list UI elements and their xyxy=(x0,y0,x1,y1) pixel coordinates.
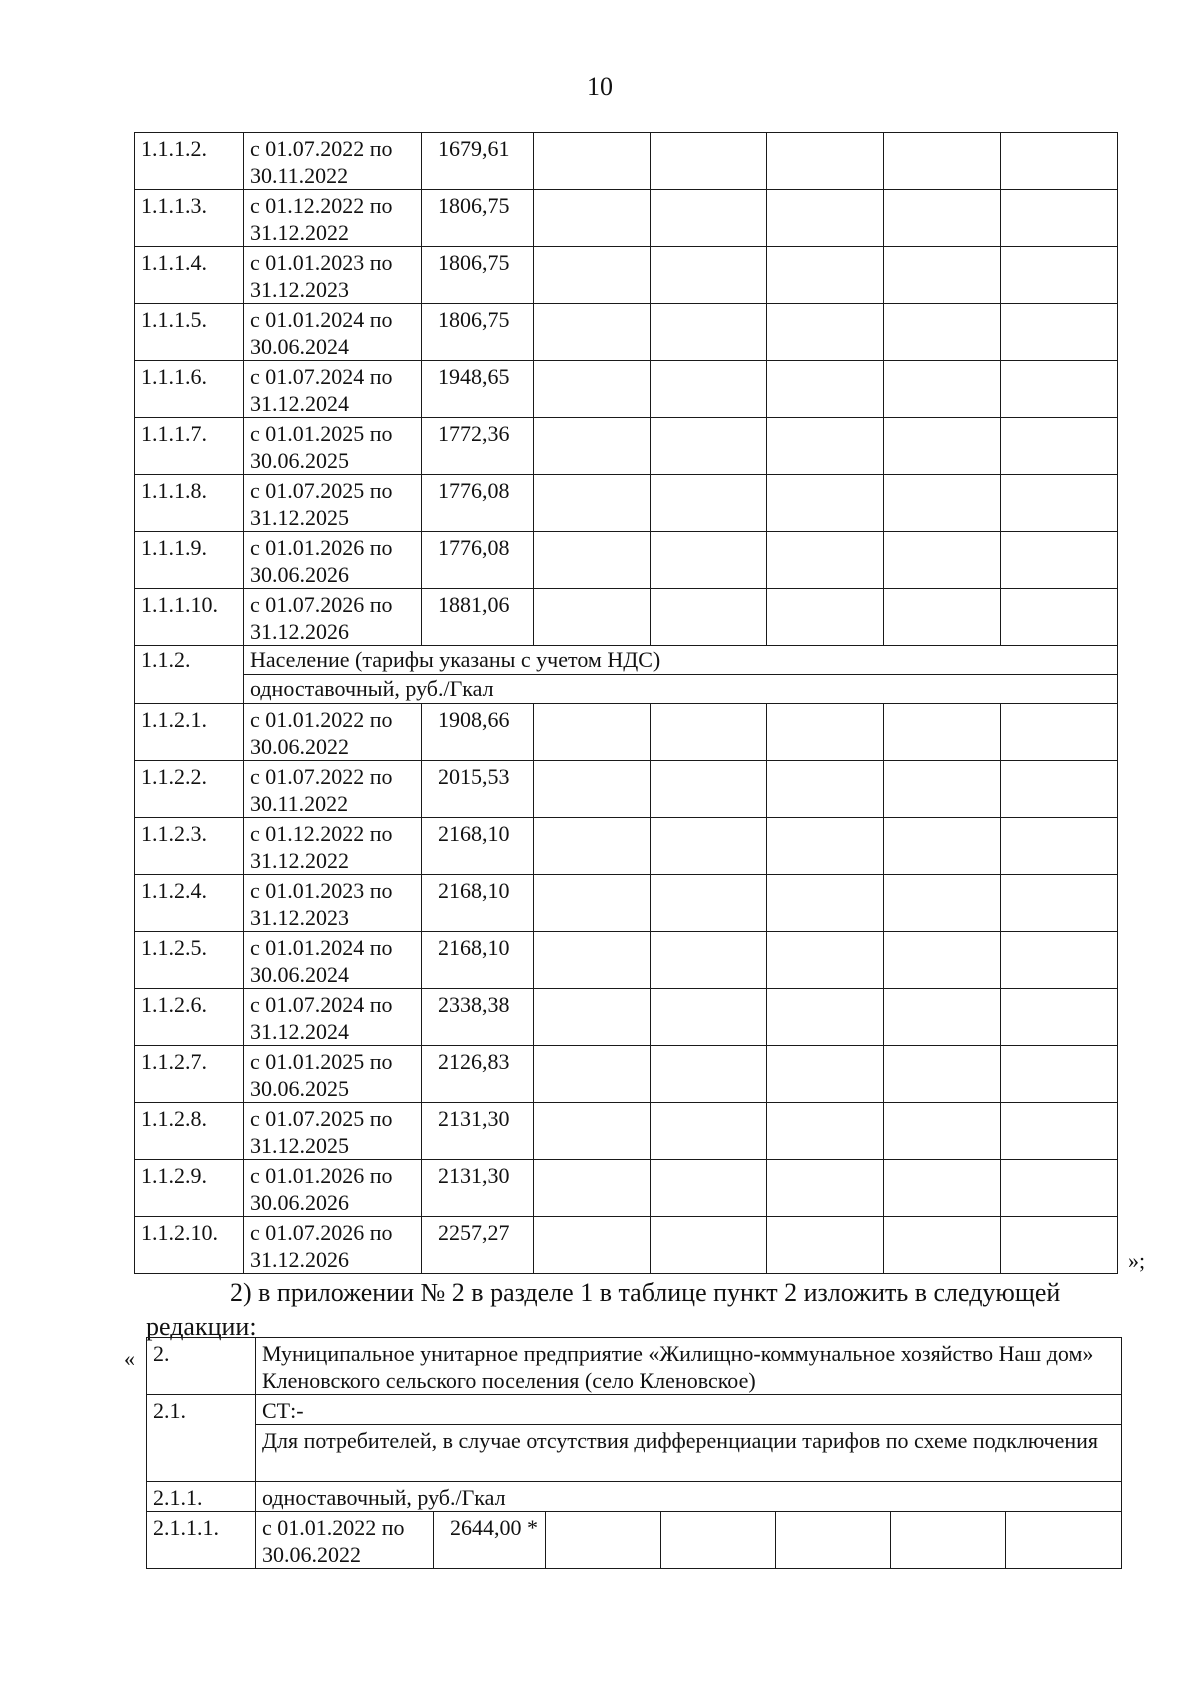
empty-cell xyxy=(651,704,767,761)
tariff-value: 2131,30 xyxy=(422,1103,534,1160)
tariff-value: 1806,75 xyxy=(422,304,534,361)
row-number: 1.1.1.4. xyxy=(135,247,244,304)
row-number: 1.1.2.5. xyxy=(135,932,244,989)
period-cell: с 01.07.2025 по 31.12.2025 xyxy=(244,475,422,532)
table-row xyxy=(135,247,1118,304)
page-number: 10 xyxy=(587,72,613,101)
empty-cell xyxy=(651,475,767,532)
empty-cell xyxy=(1001,304,1118,361)
period-cell: с 01.01.2025 по 30.06.2025 xyxy=(244,418,422,475)
row-number: 2.1.1. xyxy=(147,1482,256,1512)
tariff-value: 1806,75 xyxy=(422,247,534,304)
empty-cell xyxy=(884,1103,1001,1160)
row-number: 1.1.2.2. xyxy=(135,761,244,818)
empty-cell xyxy=(651,932,767,989)
empty-cell xyxy=(651,875,767,932)
period-cell: с 01.01.2023 по 31.12.2023 xyxy=(244,875,422,932)
empty-cell xyxy=(767,532,884,589)
empty-cell xyxy=(1001,133,1118,190)
instruction-paragraph: 2) в приложении № 2 в разделе 1 в таблице пункт 2 изложить в следующей редакции: xyxy=(146,1278,1061,1341)
empty-cell xyxy=(884,190,1001,247)
empty-cell xyxy=(1001,932,1118,989)
table-row xyxy=(147,1512,1122,1569)
closing-quote-mark: »; xyxy=(1128,1248,1146,1273)
empty-cell xyxy=(767,818,884,875)
empty-cell xyxy=(1001,532,1118,589)
empty-cell xyxy=(767,1217,884,1274)
empty-cell xyxy=(651,361,767,418)
empty-cell xyxy=(651,133,767,190)
empty-cell xyxy=(534,875,651,932)
tariff-value: 2168,10 xyxy=(422,818,534,875)
empty-cell xyxy=(767,932,884,989)
row-number: 2.1.1.1. xyxy=(147,1512,256,1569)
empty-cell xyxy=(884,1217,1001,1274)
table-row xyxy=(135,1103,1118,1160)
tariff-value: 2126,83 xyxy=(422,1046,534,1103)
empty-cell xyxy=(884,818,1001,875)
empty-cell xyxy=(884,589,1001,646)
table-row xyxy=(135,818,1118,875)
empty-cell xyxy=(651,1103,767,1160)
table-row xyxy=(135,989,1118,1046)
period-cell: с 01.07.2022 по 30.11.2022 xyxy=(244,761,422,818)
empty-cell xyxy=(1001,361,1118,418)
table-row xyxy=(147,1338,1122,1395)
period-cell: с 01.01.2023 по 31.12.2023 xyxy=(244,247,422,304)
empty-cell xyxy=(767,133,884,190)
empty-cell xyxy=(1001,761,1118,818)
table-row xyxy=(135,418,1118,475)
empty-cell xyxy=(884,361,1001,418)
empty-cell xyxy=(534,1103,651,1160)
row-number: 1.1.2.3. xyxy=(135,818,244,875)
period-cell: с 01.07.2026 по 31.12.2026 xyxy=(244,589,422,646)
table-row xyxy=(135,589,1118,646)
empty-cell xyxy=(651,190,767,247)
period-cell: с 01.07.2024 по 31.12.2024 xyxy=(244,361,422,418)
row-number: 1.1.1.9. xyxy=(135,532,244,589)
empty-cell xyxy=(1001,190,1118,247)
period-cell: с 01.01.2025 по 30.06.2025 xyxy=(244,1046,422,1103)
table-row xyxy=(135,875,1118,932)
row-number: 1.1.2.9. xyxy=(135,1160,244,1217)
empty-cell xyxy=(884,133,1001,190)
empty-cell xyxy=(767,875,884,932)
empty-cell xyxy=(767,475,884,532)
empty-cell xyxy=(767,704,884,761)
table-row xyxy=(135,704,1118,761)
empty-cell xyxy=(661,1512,776,1569)
row-number: 1.1.2.8. xyxy=(135,1103,244,1160)
row-number: 1.1.1.10. xyxy=(135,589,244,646)
period-cell: с 01.01.2022 по 30.06.2022 xyxy=(256,1512,434,1569)
empty-cell xyxy=(534,361,651,418)
empty-cell xyxy=(534,1160,651,1217)
tariff-value: 1772,36 xyxy=(422,418,534,475)
tariff-type: одноставочный, руб./Гкал xyxy=(256,1482,1122,1512)
consumer-category: Для потребителей, в случае отсутствия дифференциации тарифов по схеме подключения xyxy=(256,1425,1122,1482)
empty-cell xyxy=(767,1046,884,1103)
period-cell: с 01.07.2026 по 31.12.2026 xyxy=(244,1217,422,1274)
period-cell: с 01.01.2022 по 30.06.2022 xyxy=(244,704,422,761)
replacement-table xyxy=(146,1337,1122,1569)
empty-cell xyxy=(1001,475,1118,532)
empty-cell xyxy=(651,989,767,1046)
empty-cell xyxy=(651,818,767,875)
empty-cell xyxy=(1001,1160,1118,1217)
empty-cell xyxy=(884,304,1001,361)
empty-cell xyxy=(1001,875,1118,932)
table-row xyxy=(135,1217,1118,1274)
empty-cell xyxy=(534,304,651,361)
empty-cell xyxy=(884,1160,1001,1217)
empty-cell xyxy=(651,418,767,475)
system-label: СТ:- xyxy=(256,1395,1122,1425)
empty-cell xyxy=(651,304,767,361)
empty-cell xyxy=(534,932,651,989)
empty-cell xyxy=(534,475,651,532)
tariff-value: 2644,00 * xyxy=(434,1512,546,1569)
tariff-value: 1679,61 xyxy=(422,133,534,190)
period-cell: с 01.07.2024 по 31.12.2024 xyxy=(244,989,422,1046)
empty-cell xyxy=(767,418,884,475)
row-number: 1.1.1.5. xyxy=(135,304,244,361)
empty-cell xyxy=(1001,589,1118,646)
row-number: 2.1. xyxy=(147,1395,256,1482)
empty-cell xyxy=(767,361,884,418)
tariff-value: 2168,10 xyxy=(422,932,534,989)
empty-cell xyxy=(534,818,651,875)
empty-cell xyxy=(534,190,651,247)
organization-name: Муниципальное унитарное предприятие «Жилищно-коммунальное хозяйство Наш дом» Кленовского сельского поселения (село Кленовское) xyxy=(256,1338,1122,1395)
row-number: 1.1.1.7. xyxy=(135,418,244,475)
empty-cell xyxy=(534,532,651,589)
tariff-value: 2257,27 xyxy=(422,1217,534,1274)
empty-cell xyxy=(767,589,884,646)
tariff-value: 2338,38 xyxy=(422,989,534,1046)
empty-cell xyxy=(767,1103,884,1160)
empty-cell xyxy=(1001,1046,1118,1103)
period-cell: с 01.01.2024 по 30.06.2024 xyxy=(244,304,422,361)
row-number: 1.1.1.6. xyxy=(135,361,244,418)
period-cell: с 01.12.2022 по 31.12.2022 xyxy=(244,190,422,247)
empty-cell xyxy=(534,704,651,761)
table-row xyxy=(135,532,1118,589)
empty-cell xyxy=(1006,1512,1122,1569)
table-row xyxy=(135,133,1118,190)
empty-cell xyxy=(1001,818,1118,875)
empty-cell xyxy=(1001,704,1118,761)
empty-cell xyxy=(651,1160,767,1217)
row-number: 1.1.2.1. xyxy=(135,704,244,761)
empty-cell xyxy=(1001,247,1118,304)
tariff-value: 1776,08 xyxy=(422,532,534,589)
empty-cell xyxy=(1001,1217,1118,1274)
empty-cell xyxy=(884,1046,1001,1103)
tariff-value: 2131,30 xyxy=(422,1160,534,1217)
row-number: 1.1.2.6. xyxy=(135,989,244,1046)
empty-cell xyxy=(651,1217,767,1274)
table-row xyxy=(147,1395,1122,1425)
empty-cell xyxy=(884,247,1001,304)
empty-cell xyxy=(767,304,884,361)
row-number: 2. xyxy=(147,1338,256,1395)
empty-cell xyxy=(1001,418,1118,475)
empty-cell xyxy=(651,532,767,589)
empty-cell xyxy=(1001,1103,1118,1160)
table-row xyxy=(147,1425,1122,1482)
empty-cell xyxy=(776,1512,891,1569)
empty-cell xyxy=(767,761,884,818)
table-row xyxy=(135,190,1118,247)
tariff-value: 1806,75 xyxy=(422,190,534,247)
empty-cell xyxy=(884,875,1001,932)
table-row xyxy=(135,475,1118,532)
table-row xyxy=(135,761,1118,818)
empty-cell xyxy=(534,761,651,818)
tariff-value: 2015,53 xyxy=(422,761,534,818)
empty-cell xyxy=(546,1512,661,1569)
empty-cell xyxy=(534,247,651,304)
empty-cell xyxy=(884,932,1001,989)
period-cell: с 01.12.2022 по 31.12.2022 xyxy=(244,818,422,875)
tariff-value: 2168,10 xyxy=(422,875,534,932)
empty-cell xyxy=(884,532,1001,589)
empty-cell xyxy=(884,989,1001,1046)
empty-cell xyxy=(1001,989,1118,1046)
empty-cell xyxy=(651,1046,767,1103)
table-row xyxy=(135,932,1118,989)
table-row xyxy=(135,304,1118,361)
row-number: 1.1.2.10. xyxy=(135,1217,244,1274)
row-number: 1.1.1.3. xyxy=(135,190,244,247)
empty-cell xyxy=(767,247,884,304)
empty-cell xyxy=(534,1217,651,1274)
row-number: 1.1.2. xyxy=(135,646,244,704)
empty-cell xyxy=(767,190,884,247)
table-row xyxy=(135,1046,1118,1103)
section-label: Население (тарифы указаны с учетом НДС) xyxy=(244,646,1118,675)
section-label: одноставочный, руб./Гкал xyxy=(244,675,1118,704)
table-row xyxy=(147,1482,1122,1512)
tariff-value: 1881,06 xyxy=(422,589,534,646)
opening-quote-mark: « xyxy=(124,1346,135,1371)
empty-cell xyxy=(884,475,1001,532)
empty-cell xyxy=(534,589,651,646)
empty-cell xyxy=(534,989,651,1046)
row-number: 1.1.1.2. xyxy=(135,133,244,190)
empty-cell xyxy=(534,418,651,475)
empty-cell xyxy=(651,761,767,818)
empty-cell xyxy=(884,704,1001,761)
period-cell: с 01.07.2022 по 30.11.2022 xyxy=(244,133,422,190)
period-cell: с 01.01.2024 по 30.06.2024 xyxy=(244,932,422,989)
period-cell: с 01.01.2026 по 30.06.2026 xyxy=(244,532,422,589)
empty-cell xyxy=(767,1160,884,1217)
table-row xyxy=(135,1160,1118,1217)
section-header-row xyxy=(135,646,1118,675)
row-number: 1.1.2.4. xyxy=(135,875,244,932)
period-cell: с 01.01.2026 по 30.06.2026 xyxy=(244,1160,422,1217)
section-header-row xyxy=(135,675,1118,704)
period-cell: с 01.07.2025 по 31.12.2025 xyxy=(244,1103,422,1160)
empty-cell xyxy=(651,247,767,304)
empty-cell xyxy=(884,761,1001,818)
empty-cell xyxy=(651,589,767,646)
tariff-value: 1908,66 xyxy=(422,704,534,761)
table-row xyxy=(135,361,1118,418)
tariff-table xyxy=(134,132,1118,1274)
row-number: 1.1.1.8. xyxy=(135,475,244,532)
empty-cell xyxy=(534,1046,651,1103)
tariff-value: 1948,65 xyxy=(422,361,534,418)
tariff-value: 1776,08 xyxy=(422,475,534,532)
empty-cell xyxy=(534,133,651,190)
empty-cell xyxy=(891,1512,1006,1569)
row-number: 1.1.2.7. xyxy=(135,1046,244,1103)
empty-cell xyxy=(884,418,1001,475)
empty-cell xyxy=(767,989,884,1046)
